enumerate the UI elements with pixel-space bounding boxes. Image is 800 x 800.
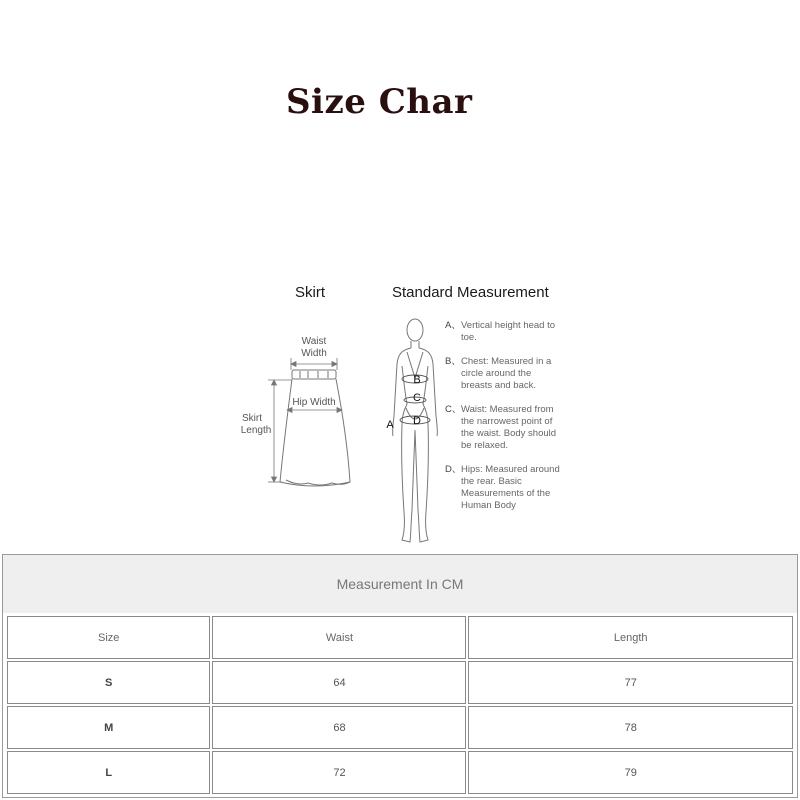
- cell-length: 78: [468, 706, 793, 749]
- table-row: [7, 751, 793, 794]
- skirt-outline-icon: [280, 370, 350, 486]
- note-c: C、 Waist: Measured from the narrowest point of the waist. Body should be relaxed.: [445, 404, 557, 451]
- measurement-notes: [445, 320, 565, 524]
- header-size: Size: [7, 616, 210, 659]
- cell-size: S: [7, 661, 210, 704]
- header-length: Length: [468, 616, 793, 659]
- standard-measurement-heading: Standard Measurement: [392, 284, 549, 301]
- cell-waist: 72: [212, 751, 466, 794]
- cell-size: M: [7, 706, 210, 749]
- note-d: D、 Hips: Measured around the rear. Basic Measurements of the Human Body: [445, 464, 560, 511]
- body-diagram: [380, 312, 450, 552]
- skirt-heading: Skirt: [295, 284, 325, 301]
- note-a: A、 Vertical height head to toe.: [445, 320, 556, 343]
- skirt-waist-label-1: Waist: [301, 336, 327, 347]
- page-title: Size Char: [286, 82, 473, 122]
- human-body-outline-icon: [393, 319, 438, 542]
- letter-a: A: [386, 419, 394, 431]
- cell-size: L: [7, 751, 210, 794]
- cell-waist: 64: [212, 661, 466, 704]
- table-header-row: [7, 616, 793, 659]
- table-row: [7, 706, 793, 749]
- letter-c: C: [413, 392, 421, 404]
- letter-b: B: [413, 374, 421, 386]
- skirt-hip-label: Hip Width: [292, 397, 336, 408]
- size-table-container: [2, 554, 798, 798]
- skirt-length-arrow: [268, 380, 292, 482]
- table-caption: Measurement In CM: [3, 555, 797, 613]
- cell-length: 79: [468, 751, 793, 794]
- table-row: [7, 661, 793, 704]
- size-table: [5, 614, 795, 796]
- skirt-length-label-2: Length: [240, 425, 272, 436]
- skirt-waist-label-2: Width: [301, 348, 327, 359]
- skirt-diagram: [238, 330, 368, 500]
- waist-width-arrow: [291, 358, 337, 370]
- note-b: B、 Chest: Measured in a circle around the breasts and back.: [445, 356, 552, 391]
- cell-waist: 68: [212, 706, 466, 749]
- header-waist: Waist: [212, 616, 466, 659]
- cell-length: 77: [468, 661, 793, 704]
- skirt-length-label-1: Skirt: [242, 413, 262, 424]
- letter-d: D: [413, 415, 421, 427]
- hip-width-arrow: [287, 408, 342, 413]
